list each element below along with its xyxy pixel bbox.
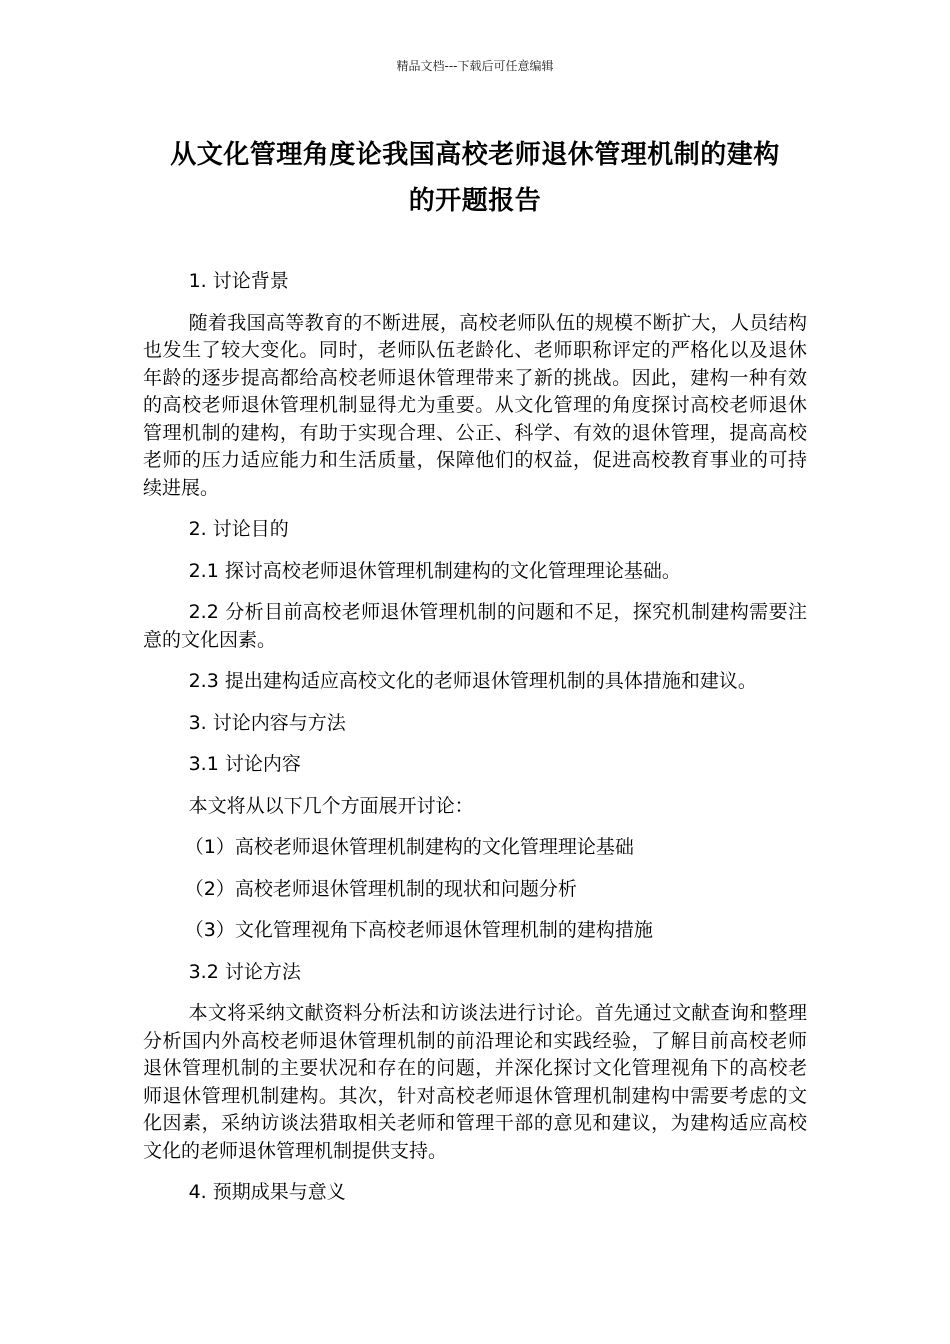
list-item-2: （2）高校老师退休管理机制的现状和问题分析	[184, 877, 577, 900]
section-heading-purpose: 2. 讨论目的	[188, 518, 289, 540]
paragraph-method: 本文将采纳文献资料分析法和访谈法进行讨论。首先通过文献查询和整理分析国内外高校老师退休管理机制的前沿理论和实践经验，了解目前高校老师退休管理机制的主要状况和存在的问题，并深化探讨文化管理视角下的高校老师退休管理机制建构。其次，针对高校老师退休管理机制建构中需要考虑的文化因素，采纳访谈法猎取相关老师和管理干部的意见和建议，为建构适应高校文化的老师退休管理机制提供支持。	[143, 1002, 807, 1162]
header-note: 精品文档---下载后可任意编辑	[396, 59, 554, 73]
paragraph-background: 随着我国高等教育的不断进展，高校老师队伍的规模不断扩大，人员结构也发生了较大变化。同时，老师队伍老龄化、老师职称评定的严格化以及退休年龄的逐步提高都给高校老师退休管理带来了新的挑战。因此，建构一种有效的高校老师退休管理机制显得尤为重要。从文化管理的角度探讨高校老师退休管理机制的建构，有助于实现合理、公正、科学、有效的退休管理，提高高校老师的压力适应能力和生活质量，保障他们的权益，促进高校教育事业的可持续进展。	[143, 311, 807, 499]
document-title	[100, 132, 850, 224]
paragraph-content-intro: 本文将从以下几个方面展开讨论：	[188, 794, 474, 817]
subsection-heading-content: 3.1 讨论内容	[188, 753, 301, 775]
paragraph-purpose-2-1: 2.1 探讨高校老师退休管理机制建构的文化管理理论基础。	[188, 559, 681, 582]
list-item-1: （1）高校老师退休管理机制建构的文化管理理论基础	[184, 836, 634, 858]
title-line-1: 从文化管理角度论我国高校老师退休管理机制的建构	[170, 140, 780, 170]
paragraph-purpose-2-2: 2.2 分析目前高校老师退休管理机制的问题和不足，探究机制建构需要注意的文化因素。	[143, 601, 807, 651]
section-heading-content-method: 3. 讨论内容与方法	[188, 711, 346, 734]
section-heading-outcomes: 4. 预期成果与意义	[188, 1181, 346, 1203]
document-body	[143, 268, 807, 1221]
paragraph-purpose-2-3: 2.3 提出建构适应高校文化的老师退休管理机制的具体措施和建议。	[188, 670, 757, 692]
subsection-heading-method: 3.2 讨论方法	[188, 960, 301, 983]
list-item-3: （3）文化管理视角下高校老师退休管理机制的建构措施	[184, 919, 653, 941]
section-heading-background: 1. 讨论背景	[188, 270, 289, 292]
title-line-2: 的开题报告	[408, 186, 542, 216]
